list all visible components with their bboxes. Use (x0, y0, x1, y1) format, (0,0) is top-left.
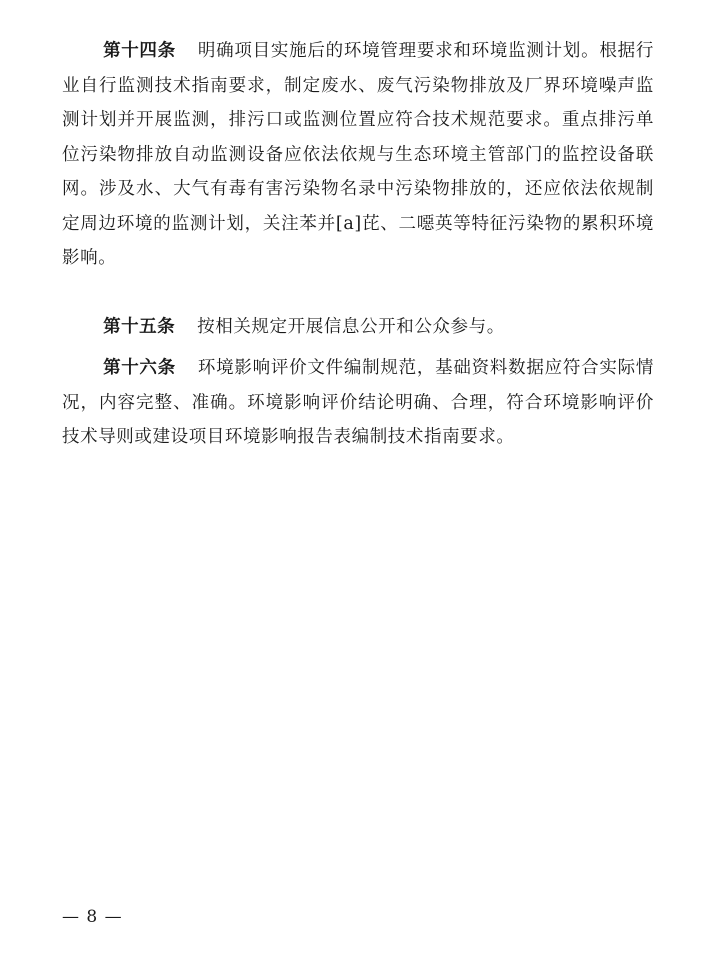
article-16 (62, 351, 654, 455)
article-15 (62, 310, 654, 345)
article-15-body: 按相关规定开展信息公开和公众参与。 (197, 317, 505, 337)
article-16-body: 环境影响评价文件编制规范，基础资料数据应符合实际情况，内容完整、准确。环境影响评价结论明确、合理，符合环境影响评价技术导则或建设项目环境影响报告表编制技术指南要求。 (62, 358, 655, 447)
article-14-heading: 第十四条 (103, 41, 176, 61)
article-14-body: 明确项目实施后的环境管理要求和环境监测计划。根据行业自行监测技术指南要求，制定废水、废气污染物排放及厂界环境噪声监测计划并开展监测，排污口或监测位置应符合技术规范要求。重点排污单位污染物排放自动监测设备应依法依规与生态环境主管部门的监控设备联网。涉及水、大气有毒有害污染物名录中污染物排放的，还应依法依规制定周边环境的监测计划，关注苯并[a]芘、二噁英等特征污染物的累积环境影响。 (62, 41, 655, 268)
article-15-heading: 第十五条 (103, 317, 176, 337)
article-16-heading: 第十六条 (103, 358, 176, 378)
page-number: — 8 — (62, 907, 123, 927)
article-14 (62, 34, 654, 276)
